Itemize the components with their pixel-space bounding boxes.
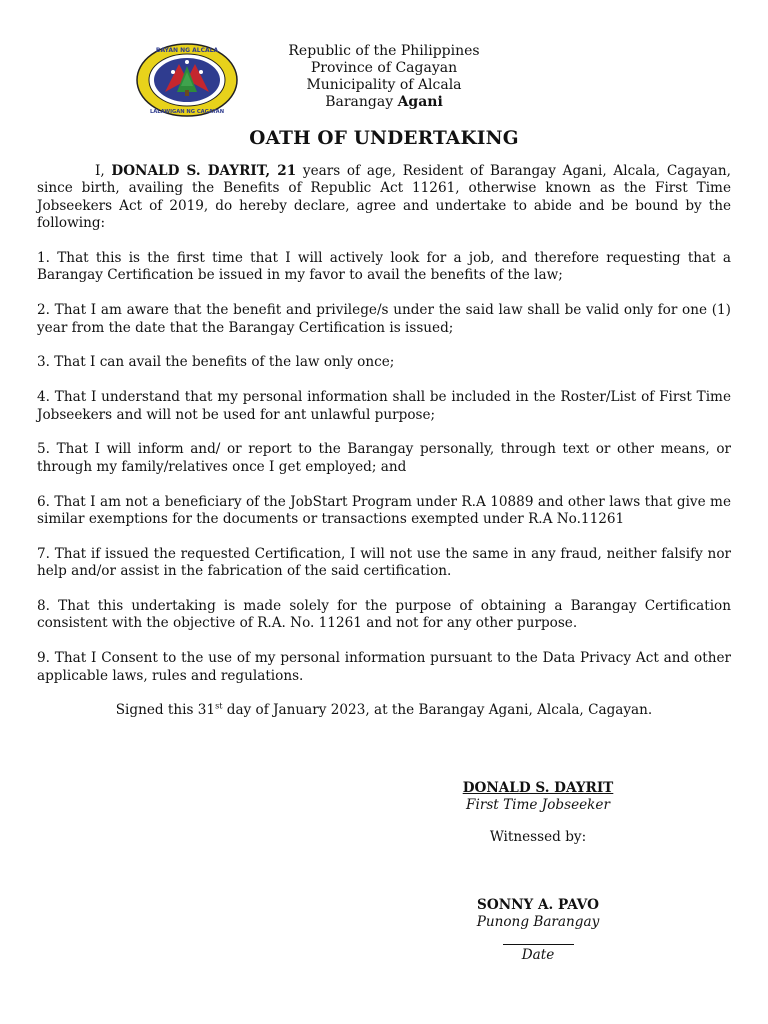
jobseeker-role: First Time Jobseeker	[466, 797, 610, 813]
oath-body	[37, 163, 731, 737]
undertaking-item-8: 8. That this undertaking is made solely for the purpose of obtaining a Barangay Certification consistent with the objective of R.A. No. 11261 and not for any other purpose.	[37, 598, 731, 632]
header-line-province: Province of Cagayan	[310, 60, 458, 76]
signed-statement	[37, 702, 731, 719]
jobseeker-name: DONALD S. DAYRIT	[462, 780, 614, 796]
intro-sep: ,	[265, 163, 278, 179]
header-line-republic: Republic of the Philippines	[288, 43, 480, 59]
document-title: OATH OF UNDERTAKING	[249, 128, 519, 149]
official-role: Punong Barangay	[476, 914, 600, 930]
undertaking-item-4: 4. That I understand that my personal information shall be included in the Roster/List of First Time Jobseekers and will not be used for ant unlawful purpose;	[37, 389, 731, 423]
barangay-prefix: Barangay	[325, 94, 398, 110]
header-line-barangay	[0, 94, 768, 111]
official-signature-block	[438, 897, 638, 931]
signed-pre: Signed this 31	[115, 702, 216, 719]
signed-post: day of January 2023, at the Barangay Agani, Alcala, Cagayan.	[222, 702, 653, 719]
undertaking-item-9: 9. That I Consent to the use of my personal information pursuant to the Data Privacy Act and other applicable laws, rules and regulations.	[37, 650, 731, 684]
intro-pre: I,	[95, 163, 112, 179]
intro-paragraph	[37, 163, 731, 233]
header-line-municipality: Municipality of Alcala	[306, 77, 462, 93]
undertaking-item-2: 2. That I am aware that the benefit and privilege/s under the said law shall be valid only for one (1) year from the date that the Barangay Certification is issued;	[37, 302, 731, 336]
seal-bottom-text: LALAWIGAN NG CAGAYAN	[149, 109, 225, 115]
intro-rest: years of age, Resident of Barangay Agani, Alcala, Cagayan, since birth, availing the Benefits of Republic Act 11261, otherwise known as the First Time Jobseekers Act of 2019, do hereby declare, agree and undertake to abide and be bound by the following:	[37, 163, 731, 232]
seal-top-text: BAYAN NG ALCALA	[155, 47, 219, 54]
undertaking-item-5: 5. That I will inform and/ or report to the Barangay personally, through text or other means, or through my family/relatives once I get employed; and	[37, 441, 731, 475]
jobseeker-signature-block	[438, 780, 638, 814]
barangay-name: Agani	[397, 94, 443, 110]
official-name: SONNY A. PAVO	[477, 897, 599, 913]
date-signature-line	[503, 944, 574, 945]
document-header	[0, 43, 768, 111]
undertaking-item-7: 7. That if issued the requested Certification, I will not use the same in any fraud, neither falsify nor help and/or assist in the fabrication of the said certification.	[37, 545, 731, 580]
undertaking-item-6: 6. That I am not a beneficiary of the JobStart Program under R.A 10889 and other laws that give me similar exemptions for the documents or transactions exempted under R.A No.11261	[37, 493, 731, 528]
undertaking-item-1: 1. That this is the first time that I will actively look for a job, and therefore requesting that a Barangay Certification be issued in my favor to avail the benefits of the law;	[37, 250, 731, 284]
signed-day-suffix: st	[215, 701, 223, 711]
affiant-name: DONALD S. DAYRIT	[111, 163, 266, 179]
undertaking-item-3: 3. That I can avail the benefits of the law only once;	[37, 354, 395, 371]
date-label: Date	[521, 947, 555, 963]
witnessed-by-label: Witnessed by:	[489, 829, 587, 845]
affiant-age: 21	[277, 163, 297, 179]
